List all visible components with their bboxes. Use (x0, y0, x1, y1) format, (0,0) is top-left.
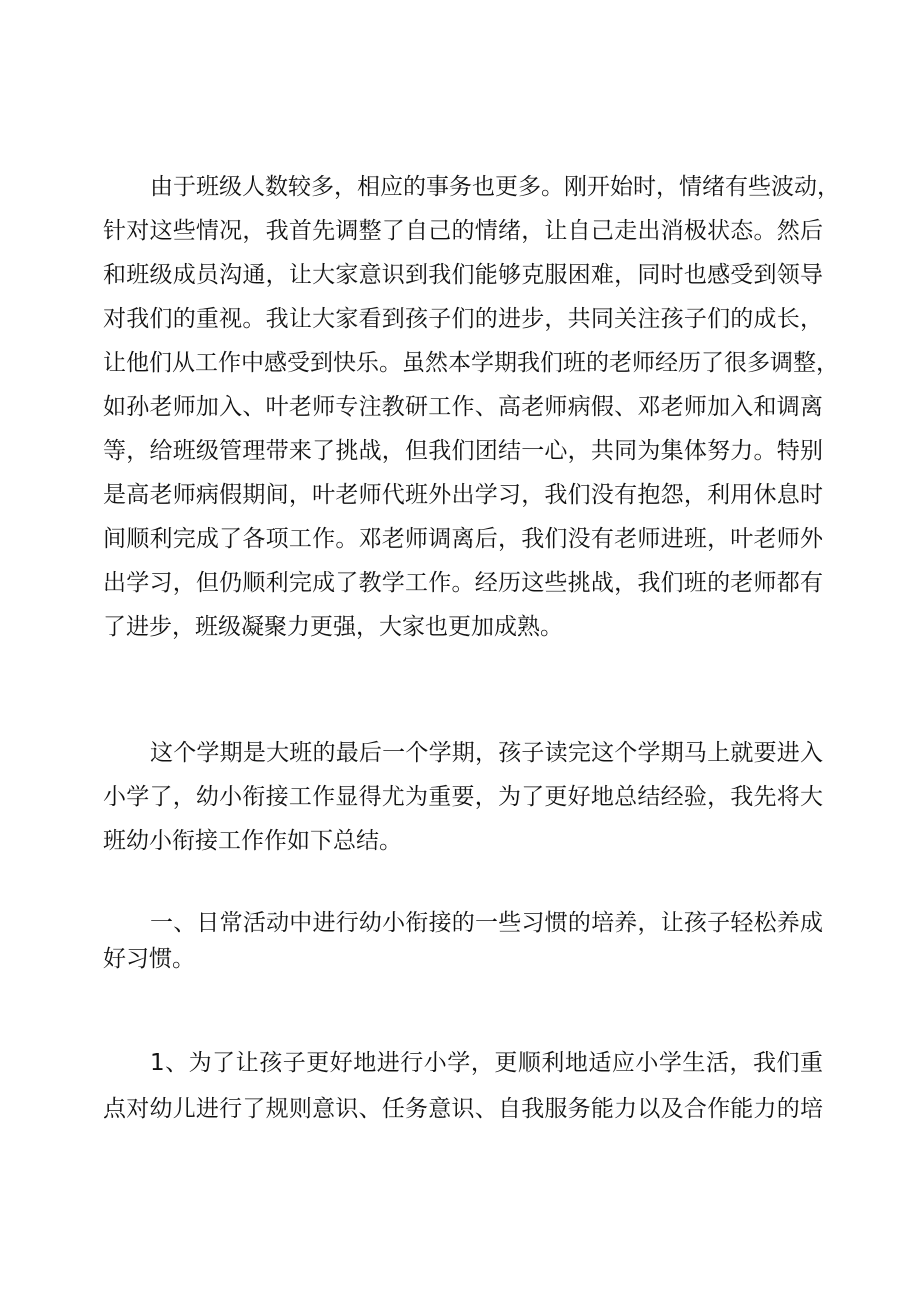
paragraph-1-line-1: 由于班级人数较多，相应的事务也更多。刚开始时，情绪有些波动， (150, 174, 840, 200)
paragraph-1-line-9: 间顺利完成了各项工作。邓老师调离后，我们没有老师进班，叶老师外 (103, 526, 823, 552)
paragraph-2-line-2: 小学了，幼小衔接工作显得尤为重要，为了更好地总结经验，我先将大 (103, 784, 823, 810)
paragraph-1-line-8: 是高老师病假期间，叶老师代班外出学习，我们没有抱怨，利用休息时 (103, 482, 823, 508)
paragraph-4-line-2: 点对幼儿进行了规则意识、任务意识、自我服务能力以及合作能力的培 (103, 1096, 823, 1122)
paragraph-1-line-4: 对我们的重视。我让大家看到孩子们的进步，共同关注孩子们的成长， (103, 306, 823, 332)
paragraph-1-line-2: 针对这些情况，我首先调整了自己的情绪，让自己走出消极状态。然后 (103, 218, 823, 244)
paragraph-1-line-11: 了进步，班级凝聚力更强，大家也更加成熟。 (103, 614, 563, 640)
paragraph-1-line-10: 出学习，但仍顺利完成了教学工作。经历这些挑战，我们班的老师都有 (103, 570, 823, 596)
paragraph-2-line-3: 班幼小衔接工作作如下总结。 (103, 828, 402, 854)
section-heading-line-1: 一、日常活动中进行幼小衔接的一些习惯的培养，让孩子轻松养成 (150, 910, 823, 936)
paragraph-1-line-5: 让他们从工作中感受到快乐。虽然本学期我们班的老师经历了很多调整， (103, 350, 839, 376)
paragraph-1-line-7: 等，给班级管理带来了挑战，但我们团结一心，共同为集体努力。特别 (103, 438, 823, 464)
paragraph-1-line-3: 和班级成员沟通，让大家意识到我们能够克服困难，同时也感受到领导 (103, 262, 823, 288)
paragraph-1-line-6: 如孙老师加入、叶老师专注教研工作、高老师病假、邓老师加入和调离 (103, 394, 823, 420)
paragraph-2-line-1: 这个学期是大班的最后一个学期，孩子读完这个学期马上就要进入 (150, 740, 823, 766)
paragraph-4-line-1: 1、为了让孩子更好地进行小学，更顺利地适应小学生活，我们重 (150, 1050, 823, 1076)
section-heading-line-2: 好习惯。 (103, 946, 195, 972)
